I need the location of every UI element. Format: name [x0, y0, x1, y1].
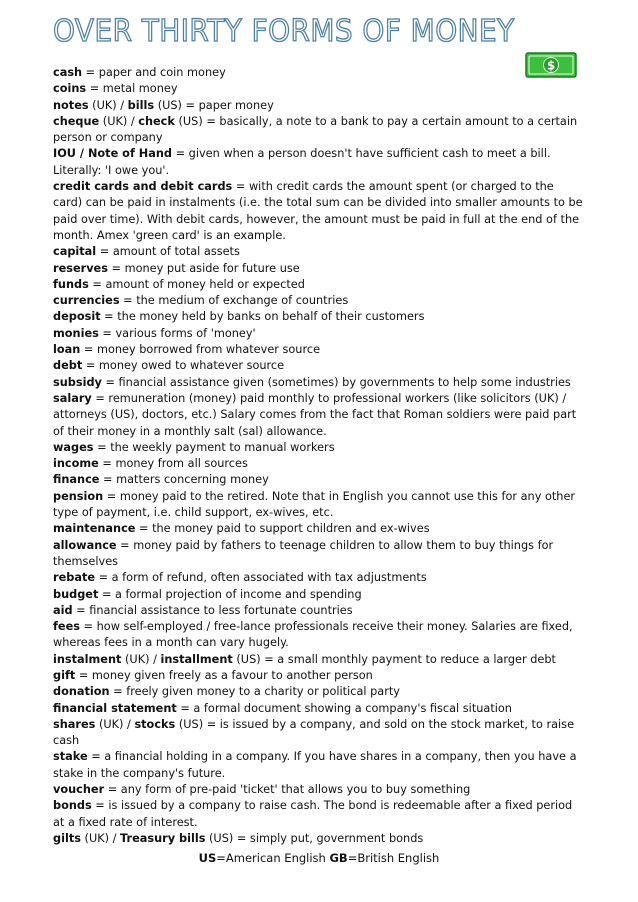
glossary-entry: [53, 65, 585, 81]
entry-definition: = with credit cards the amount spent (or charged to the card) can be paid in instalments (i.e. the total sum can be divided into smaller amounts to be paid over time). With debit cards, however, the amount must be paid in full at the end of the month. Amex 'green card' is an example.: [53, 180, 583, 242]
entry-definition: = money borrowed from whatever source: [80, 343, 321, 357]
entry-term: pension: [53, 489, 104, 503]
glossary-entry: [53, 277, 585, 293]
entry-term: coins: [53, 82, 87, 96]
entry-term: income: [53, 457, 99, 471]
entry-term-alt: Treasury bills: [120, 831, 206, 845]
entry-definition: (US) = basically, a note to a bank to pay a certain amount to a certain person or company: [53, 114, 578, 145]
entry-definition: = money from all sources: [98, 457, 248, 471]
glossary-entry: [53, 358, 585, 374]
entry-term: donation: [53, 685, 110, 699]
entry-term: financial statement: [53, 701, 177, 715]
entry-term: monies: [53, 326, 99, 340]
glossary-entry: [53, 701, 585, 717]
entry-definition: = the medium of exchange of countries: [119, 294, 349, 308]
entry-term: cash: [53, 66, 83, 79]
entry-term: aid: [53, 603, 73, 617]
entry-definition: = money paid to the retired. Note that in English you cannot use this for any other type of payment, i.e. child support, ex-wives, etc.: [53, 489, 576, 520]
glossary-entry: [53, 782, 585, 798]
footer-legend: [0, 851, 638, 865]
glossary-entry: [53, 603, 585, 619]
entry-definition: = various forms of 'money': [98, 326, 256, 340]
entry-definition: = any form of pre-paid 'ticket' that allows you to buy something: [104, 783, 471, 797]
entry-region-separator: (UK) /: [121, 652, 161, 666]
entry-region-separator: (UK) /: [88, 98, 128, 112]
glossary-entry: [53, 114, 585, 147]
entry-definition: = money put aside for future use: [107, 261, 300, 275]
entry-definition: = a formal projection of income and spending: [98, 587, 362, 601]
glossary-entry: [53, 391, 585, 440]
glossary-entry: [53, 98, 585, 114]
glossary-entry: [53, 326, 585, 342]
entry-term: cheque: [53, 114, 100, 128]
entry-definition: = the weekly payment to manual workers: [93, 440, 335, 454]
glossary-entry: [53, 456, 585, 472]
entry-term: rebate: [53, 571, 96, 585]
glossary-entry: [53, 538, 585, 571]
entry-definition: = a financial holding in a company. If you have shares in a company, then you have a stake in the company's future.: [53, 750, 577, 780]
entry-definition: = is issued by a company to raise cash. The bond is redeemable after a fixed period at a fixed rate of interest.: [53, 799, 573, 829]
glossary-entry: [53, 831, 585, 847]
footer-gb-text: =British English: [347, 851, 440, 865]
glossary-entry: [53, 440, 585, 456]
entry-term: instalment: [53, 652, 122, 666]
entry-term: capital: [53, 245, 97, 259]
footer-gb-abbr: GB: [329, 851, 348, 865]
glossary-entry: [53, 375, 585, 391]
entry-term: voucher: [53, 783, 105, 797]
entry-term-alt: bills: [127, 98, 155, 112]
entry-term: subsidy: [53, 375, 102, 389]
entry-term: maintenance: [53, 522, 136, 536]
entry-definition: = money owed to whatever source: [82, 359, 285, 373]
entry-term: fees: [53, 620, 80, 634]
entry-definition: = metal money: [86, 82, 178, 96]
entry-definition: = amount of money held or expected: [88, 277, 305, 291]
entry-definition: = given when a person doesn't have sufficient cash to meet a bill. Literally: 'I owe you'.: [53, 147, 551, 177]
entry-definition: = money paid by fathers to teenage children to allow them to buy things for themselves: [53, 538, 554, 568]
entry-term: credit cards and debit cards: [53, 180, 233, 194]
entry-term: deposit: [53, 310, 101, 324]
footer-us-abbr: US: [198, 851, 217, 865]
glossary-entry: [53, 261, 585, 277]
glossary-entry: [53, 309, 585, 325]
glossary-entry: [53, 521, 585, 537]
glossary-entry: [53, 342, 585, 358]
glossary-entry: [53, 668, 585, 684]
page-title: OVER THIRTY FORMS OF MONEY: [53, 14, 515, 49]
glossary-entry: [53, 587, 585, 603]
glossary-entry: [53, 179, 585, 244]
entry-definition: = a formal document showing a company's fiscal situation: [176, 701, 512, 715]
entry-term-alt: installment: [160, 652, 233, 666]
entry-term: reserves: [53, 261, 108, 275]
entry-definition: = the money paid to support children and ex-wives: [135, 522, 430, 536]
glossary-list: [53, 65, 585, 847]
entry-definition: = financial assistance given (sometimes) by governments to help some industries: [101, 375, 571, 389]
entry-definition: = a form of refund, often associated with tax adjustments: [95, 571, 427, 585]
entry-definition: = remuneration (money) paid monthly to professional workers (like solicitors (UK) / attorneys (US), doctors, etc.) Salary comes from the fact that Roman soldiers were paid part of their money in a monthly salt (sal) allowance.: [53, 391, 577, 438]
entry-term: budget: [53, 587, 99, 601]
entry-term: finance: [53, 473, 100, 487]
glossary-entry: [53, 652, 585, 668]
entry-definition: = the money held by banks on behalf of their customers: [100, 310, 425, 324]
footer-us-text: =American English: [216, 851, 330, 865]
entry-region-separator: (UK) /: [80, 831, 121, 845]
entry-term: gift: [53, 668, 76, 682]
entry-definition: (US) = simply put, government bonds: [205, 831, 424, 845]
entry-definition: (US) = paper money: [154, 98, 274, 112]
entry-definition: = financial assistance to less fortunate countries: [72, 603, 353, 617]
entry-term-alt: stocks: [134, 717, 176, 731]
entry-term: loan: [53, 343, 81, 357]
entry-definition: (US) = is issued by a company, and sold on the stock market, to raise cash: [53, 717, 575, 748]
entry-definition: (US) = a small monthly payment to reduce a larger debt: [232, 652, 556, 666]
entry-definition: = freely given money to a charity or political party: [109, 685, 400, 699]
glossary-entry: [53, 717, 585, 750]
entry-term: gilts: [53, 831, 81, 845]
entry-term: bonds: [53, 799, 92, 813]
entry-term: debt: [53, 359, 83, 373]
entry-definition: = how self-employed / free-lance professionals receive their money. Salaries are fixed, whereas fees in a month can vary hugely.: [53, 620, 573, 650]
entry-term: currencies: [53, 294, 120, 308]
entry-definition: = matters concerning money: [99, 473, 269, 487]
glossary-entry: [53, 749, 585, 782]
entry-definition: = amount of total assets: [96, 245, 240, 259]
entry-term: IOU / Note of Hand: [53, 147, 172, 161]
entry-term: funds: [53, 277, 89, 291]
entry-region-separator: (UK) /: [95, 717, 135, 731]
entry-term: allowance: [53, 538, 117, 552]
entry-term-alt: check: [138, 114, 175, 128]
glossary-entry: [53, 570, 585, 586]
glossary-entry: [53, 146, 585, 179]
entry-term: wages: [53, 440, 94, 454]
svg-text:$: $: [546, 58, 556, 73]
entry-term: salary: [53, 391, 92, 405]
entry-region-separator: (UK) /: [99, 114, 139, 128]
glossary-entry: [53, 244, 585, 260]
glossary-entry: [53, 293, 585, 309]
glossary-entry: [53, 684, 585, 700]
entry-term: notes: [53, 98, 89, 112]
glossary-entry: [53, 472, 585, 488]
glossary-entry: [53, 81, 585, 97]
entry-definition: = paper and coin money: [82, 66, 226, 79]
entry-definition: = money given freely as a favour to another person: [75, 668, 373, 682]
glossary-entry: [53, 798, 585, 831]
entry-term: stake: [53, 750, 88, 764]
glossary-entry: [53, 489, 585, 522]
glossary-entry: [53, 619, 585, 652]
entry-term: shares: [53, 717, 96, 731]
